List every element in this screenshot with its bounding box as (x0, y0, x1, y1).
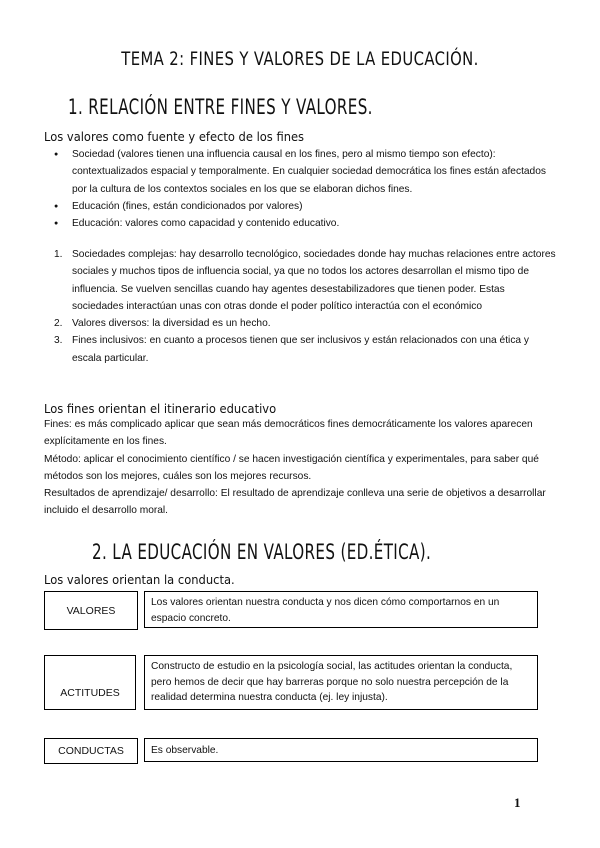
label-box-conductas: CONDUCTAS (44, 738, 138, 764)
section-2-heading: 2. LA EDUCACIÓN EN VALORES (ED.ÉTICA). (92, 540, 432, 564)
numbered-item (44, 315, 559, 332)
section-1-numbered-list (44, 246, 559, 367)
label-box-actitudes: ACTITUDES (44, 655, 136, 710)
section-1-subheading-itinerary: Los fines orientan el itinerario educativo (44, 401, 277, 416)
bullet-item: ● Educación (fines, están condicionados por valores) (44, 198, 559, 215)
paragraph-resultados: Resultados de aprendizaje/ desarrollo: El resultado de aprendizaje conlleva una serie de objetivos a desarrollar incluido el desarrollo moral. (44, 488, 546, 517)
numbered-item (44, 246, 559, 315)
text-box-actitudes: Constructo de estudio en la psicología social, las actitudes orientan la conducta, pero hemos de decir que hay barreras porque no solo nuestra percepción de la realidad determina nuestra conducta (ej. ley injusta). (144, 655, 538, 710)
item-text: Valores diversos: la diversidad es un hecho. (72, 318, 271, 330)
item-number: 3. (54, 335, 63, 347)
section-1-heading: 1. RELACIÓN ENTRE FINES Y VALORES. (68, 95, 373, 119)
section-1-bullet-list (44, 146, 559, 232)
bullet-item: ● Sociedad (valores tienen una influencia causal en los fines, pero al mismo tiempo son efecto): contextualizados espacial y temporalmente. En cualquier sociedad democrática los fines están afectados por la cultura de los contextos sociales en los que se elaboran dichos fines. (44, 146, 559, 198)
item-number: 2. (54, 318, 63, 330)
document-title: TEMA 2: FINES Y VALORES DE LA EDUCACIÓN. (121, 48, 479, 70)
label-box-valores: VALORES (44, 591, 138, 630)
item-text: Sociedades complejas: hay desarrollo tecnológico, sociedades donde hay muchas relaciones entre actores sociales y muchos tipos de influencia social, ya que no todos los actores desarrollan el mismo tipo de influencia. Se vuelven sencillas cuando hay agentes desestabilizadores que tienen poder. Estas sociedades interactúan unas con otras donde el poder político interactúa con el económico (72, 249, 556, 312)
section-1-paragraphs (44, 416, 559, 520)
item-text: Fines inclusivos: en cuanto a procesos tienen que ser inclusivos y están relacionados con una ética y escala particular. (72, 335, 529, 364)
text-box-conductas: Es observable. (144, 738, 538, 762)
numbered-item (44, 332, 559, 367)
bullet-item: ● Educación: valores como capacidad y contenido educativo. (44, 215, 559, 232)
section-1-subheading-values: Los valores como fuente y efecto de los fines (44, 129, 305, 144)
paragraph-fines: Fines: es más complicado aplicar que sean más democráticos fines democráticamente los valores aparecen explícitamente en los fines. (44, 419, 533, 448)
text-box-valores: Los valores orientan nuestra conducta y nos dicen cómo comportarnos en un espacio concreto. (144, 591, 538, 628)
paragraph-metodo: Método: aplicar el conocimiento científico / se hacen investigación científica y experimentales, para saber qué métodos son los mejores, cuáles son los mejores recursos. (44, 453, 539, 482)
item-number: 1. (54, 249, 63, 260)
section-2-subheading: Los valores orientan la conducta. (44, 572, 235, 587)
page-number: 1 (514, 795, 521, 810)
